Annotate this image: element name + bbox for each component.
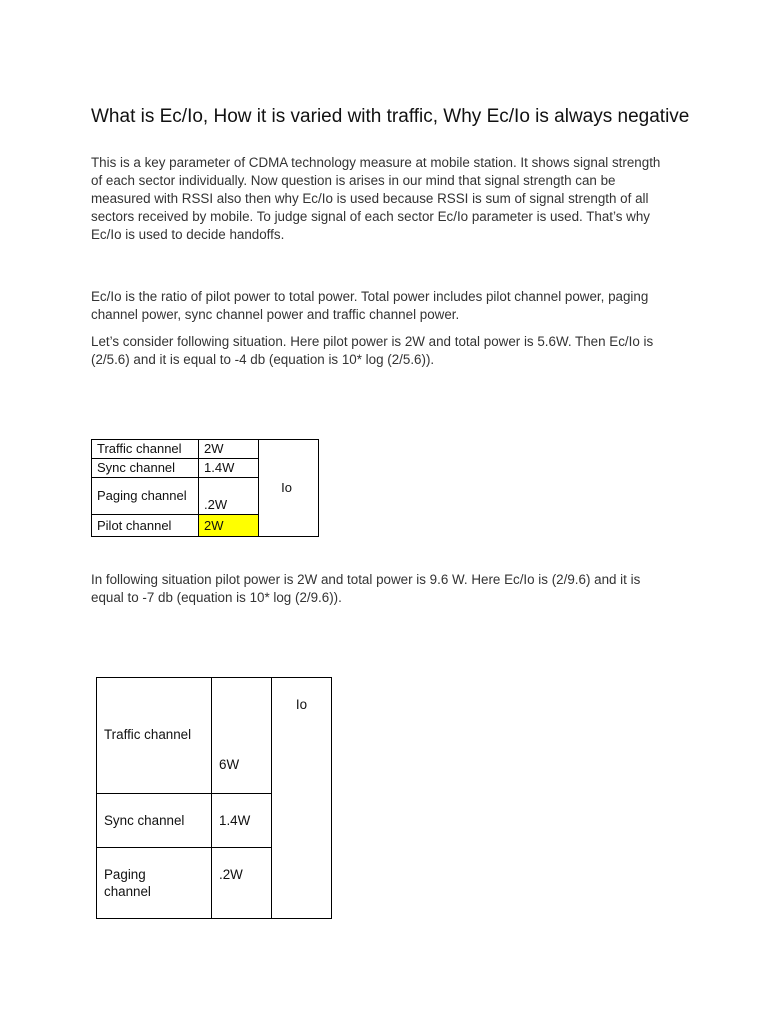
power-table-1 bbox=[91, 439, 319, 537]
channel-label: Paging channel bbox=[92, 478, 199, 515]
io-cell bbox=[272, 678, 332, 919]
channel-label: Sync channel bbox=[92, 459, 199, 478]
ratio-paragraph: Ec/Io is the ratio of pilot power to total power. Total power includes pilot channel power, paging channel power, sync channel power and traffic channel power. bbox=[91, 289, 649, 322]
channel-label-cell bbox=[97, 678, 212, 794]
channel-label: Sync channel bbox=[97, 794, 212, 848]
channel-label: Traffic channel bbox=[104, 727, 192, 742]
power-table-2 bbox=[96, 677, 332, 919]
channel-label: Paging channel bbox=[104, 867, 151, 899]
table-row bbox=[97, 678, 332, 794]
example2-paragraph: In following situation pilot power is 2W and total power is 9.6 W. Here Ec/Io is (2/9.6) and it is equal to -7 db (equation is 10* log (2/9.6)). bbox=[91, 572, 641, 605]
io-label: Io bbox=[295, 697, 308, 712]
channel-power-cell bbox=[212, 678, 272, 794]
pilot-power-highlighted: 2W bbox=[199, 515, 259, 537]
intro-paragraph: This is a key parameter of CDMA technology measure at mobile station. It shows signal strength of each sector individually. Now question is arises in our mind that signal strength can be measured with RSSI also then why Ec/Io is used because RSSI is sum of signal strength of all sectors received by mobile. To judge signal of each sector Ec/Io parameter is used. That’s why Ec/Io is used to decide handoffs. bbox=[91, 155, 661, 242]
channel-label-cell bbox=[97, 848, 212, 919]
channel-power: 6W bbox=[219, 757, 240, 772]
article-title: What is Ec/Io, How it is varied with traffic, Why Ec/Io is always negative bbox=[91, 106, 690, 127]
channel-power: .2W bbox=[219, 867, 243, 882]
io-label: Io bbox=[259, 440, 319, 537]
example1-paragraph: Let’s consider following situation. Here pilot power is 2W and total power is 5.6W. Then Ec/Io is (2/5.6) and it is equal to -4 db (equation is 10* log (2/5.6)). bbox=[91, 334, 654, 367]
channel-power-cell bbox=[212, 848, 272, 919]
channel-power: .2W bbox=[199, 478, 259, 515]
channel-power: 1.4W bbox=[212, 794, 272, 848]
channel-power: 1.4W bbox=[199, 459, 259, 478]
channel-label: Traffic channel bbox=[92, 440, 199, 459]
table-row bbox=[92, 440, 319, 459]
channel-power: 2W bbox=[199, 440, 259, 459]
channel-label: Pilot channel bbox=[92, 515, 199, 537]
